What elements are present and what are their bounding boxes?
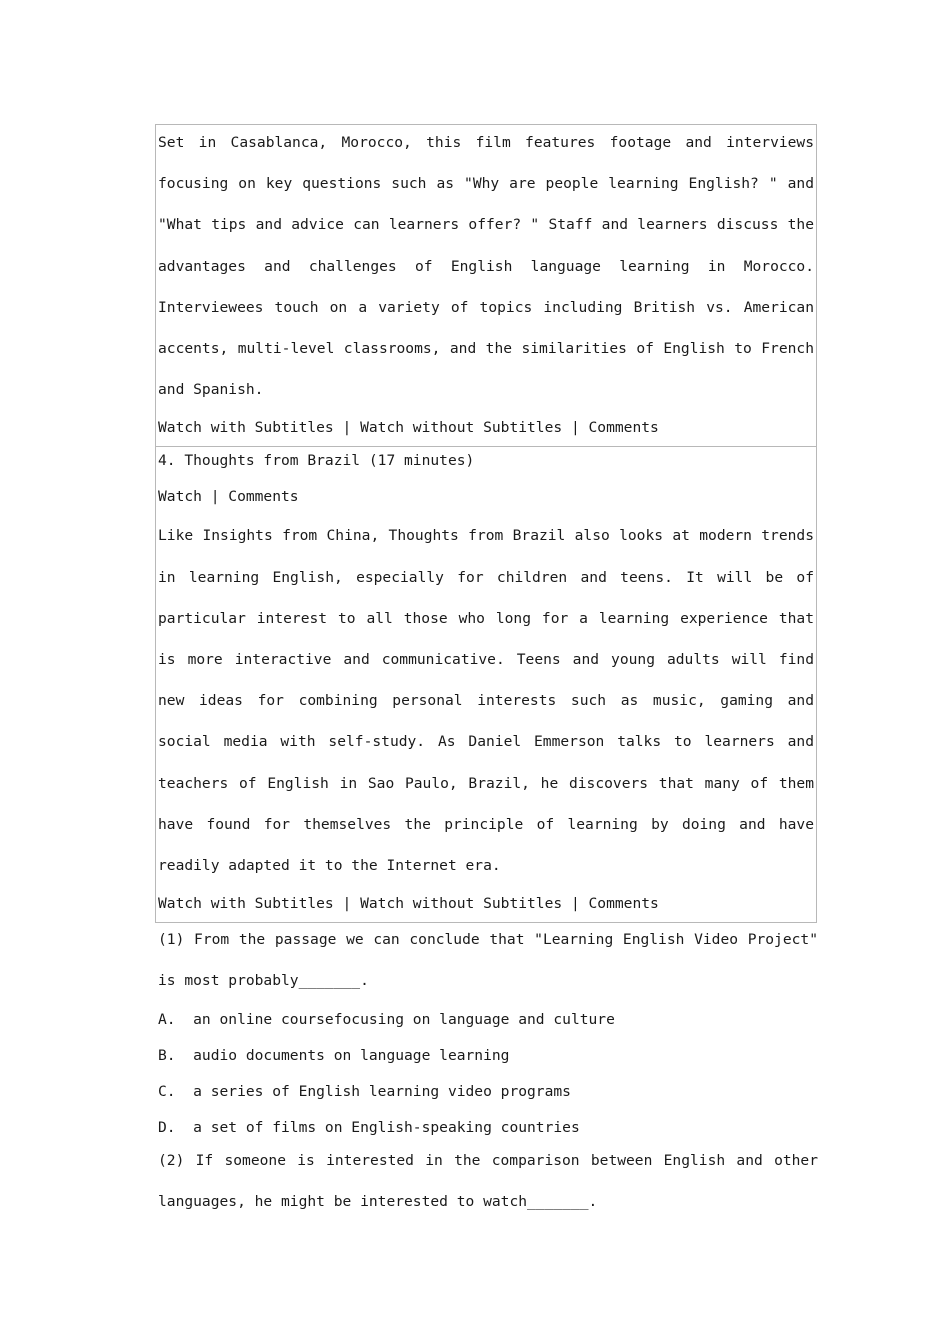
question-stem: (1) From the passage we can conclude that "Learning English Video Project" is most probably_______. [158, 931, 818, 990]
option-b: B. audio documents on language learning [158, 1046, 510, 1064]
watch-links[interactable]: Watch | Comments [158, 488, 299, 506]
passage-row [156, 125, 817, 447]
passage-body: Like Insights from China, Thoughts from Brazil also looks at modern trends in learning English, especially for children and teens. It will be of particular interest to all those who long for a learning experience that is more interactive and communicative. Teens and young adults will find new ideas for combining personal interests such as music, gaming and social media with self-study. As Daniel Emmerson talks to learners and teachers of English in Sao Paulo, Brazil, he discovers that many of them have found for themselves the principle of learning by doing and have readily adapted it to the Internet era. [158, 527, 814, 875]
option-d: D. a set of films on English-speaking countries [158, 1118, 580, 1136]
passage-body: Set in Casablanca, Morocco, this film features footage and interviews focusing on key questions such as "Why are people learning English? " and "What tips and advice can learners offer? " Staff and learners discuss the advantages and challenges of English language learning in Morocco. Interviewees touch on a variety of topics including British vs. American accents, multi-level classrooms, and the similarities of English to French and Spanish. [158, 134, 814, 399]
passage-cell-morocco [156, 125, 817, 447]
video-links[interactable]: Watch with Subtitles | Watch without Subtitles | Comments [158, 419, 659, 437]
question-stem: (2) If someone is interested in the comparison between English and other languages, he might be interested to watch_______. [158, 1151, 818, 1210]
question-2 [158, 1140, 818, 1222]
passage-heading: 4. Thoughts from Brazil (17 minutes) [158, 452, 475, 470]
question-1 [158, 919, 818, 1145]
passage-row [156, 447, 817, 923]
document-page [158, 124, 818, 1222]
passage-cell-brazil [156, 447, 817, 923]
option-c: C. a series of English learning video programs [158, 1082, 571, 1100]
video-links[interactable]: Watch with Subtitles | Watch without Subtitles | Comments [158, 895, 659, 913]
option-a: A. an online coursefocusing on language and culture [158, 1010, 615, 1028]
questions-section [158, 919, 818, 1222]
passage-table [155, 124, 817, 923]
